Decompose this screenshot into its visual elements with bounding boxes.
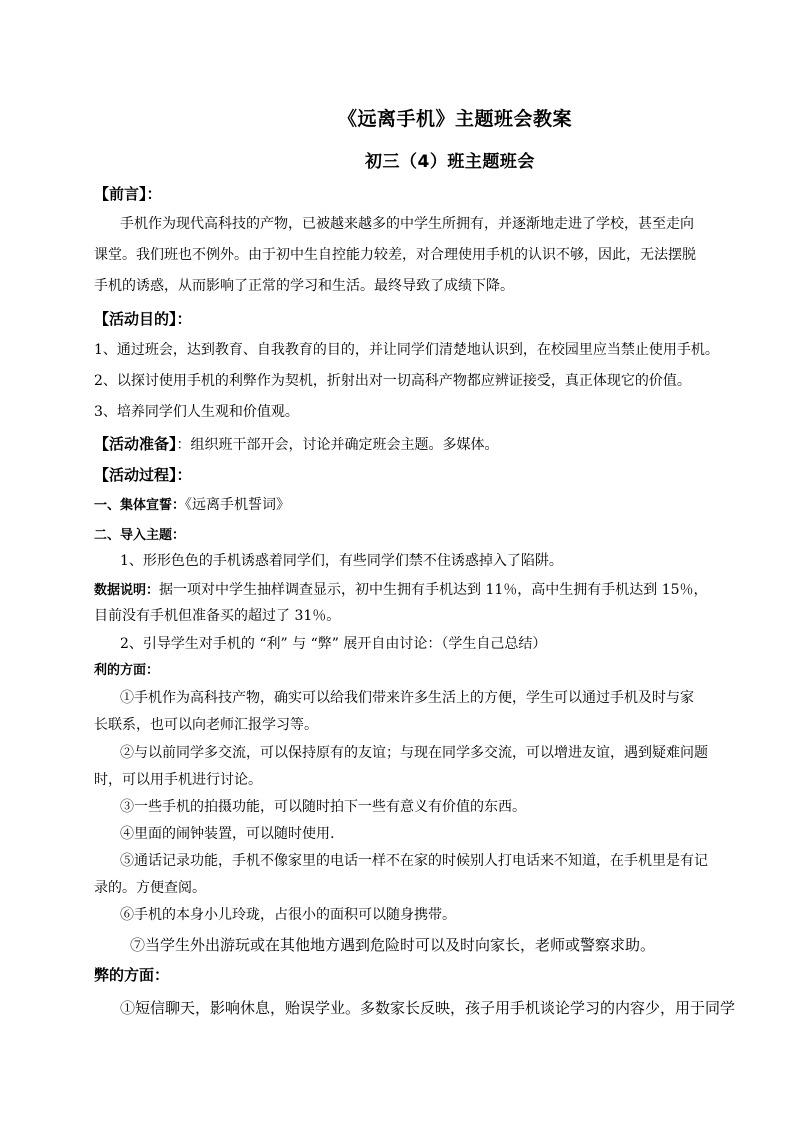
pros-item-1-line-2: 长联系，也可以向老师汇报学习等。: [94, 717, 318, 733]
foreword-line-1: 手机作为现代高科技的产物，已被越来越多的中学生所拥有，并逐渐地走进了学校，甚至走向: [120, 216, 694, 232]
pros-item-2-line-1: ②与以前同学多交流，可以保持原有的友谊；与现在同学多交流，可以增进友谊，遇到疑难问题: [120, 745, 708, 761]
pros-item-3: ③一些手机的拍摄功能，可以随时拍下一些有意义有价值的东西。: [120, 799, 526, 815]
step-1-text: 《远离手机誓词》: [185, 497, 291, 513]
pros-item-1-line-1: ①手机作为高科技产物，确实可以给我们带来许多生活上的方便，学生可以通过手机及时与家: [120, 690, 694, 706]
purpose-item-1: 1、通过班会，达到教育、自我教育的目的，并让同学们清楚地认识到，在校园里应当禁止使用手机。: [94, 342, 719, 358]
data-note-line-1: [94, 582, 708, 599]
purpose-heading: 【活动目的】：: [94, 310, 192, 328]
pros-item-4: ④里面的闹钟装置，可以随时使用.: [120, 826, 335, 842]
page-subtitle: 初三（4）班主题班会: [365, 152, 535, 172]
purpose-item-2: 2、以探讨使用手机的利弊作为契机，折射出对一切高科产物都应辨证接受，真正体现它的价值。: [94, 373, 691, 389]
data-note-text: 据一项对中学生抽样调查显示，初中生拥有手机达到 11％，高中生拥有手机达到 15％，: [159, 582, 708, 598]
data-note-label: 数据说明：: [94, 583, 160, 598]
pros-item-5-line-2: 录的。方便查阅。: [94, 880, 206, 896]
preparation-line: [94, 436, 704, 453]
process-step-1: [94, 497, 704, 514]
cons-heading: 弊的方面：: [94, 966, 170, 984]
cons-item-1-line-1: ①短信聊天，影响休息，贻误学业。多数家长反映，孩子用手机谈论学习的内容少，用于同学: [120, 999, 736, 1017]
purpose-item-3: 3、培养同学们人生观和价值观。: [94, 404, 299, 420]
process-step-2-item-1: 1、形形色色的手机诱惑着同学们，有些同学们禁不住诱惑掉入了陷阱。: [120, 553, 563, 569]
process-step-2-item-2: 2、引导学生对手机的 “利” 与 “弊” 展开自由讨论：（学生自己总结）: [120, 636, 547, 652]
preparation-heading: 【活动准备】: [94, 435, 177, 453]
pros-item-7: ⑦当学生外出游玩或在其他地方遇到危险时可以及时向家长，老师或警察求助。: [130, 936, 656, 954]
foreword-line-2: 课堂。我们班也不例外。由于初中生自控能力较差，对合理使用手机的认识不够，因此，无法摆脱: [94, 247, 696, 263]
page-title: 《远离手机》主题班会教案: [338, 108, 573, 130]
process-heading: 【活动过程】：: [94, 466, 192, 484]
pros-item-2-line-2: 时，可以用手机进行讨论。: [94, 772, 262, 788]
process-step-2-label: 二、导入主题：: [94, 528, 186, 543]
pros-heading: 利的方面：: [94, 663, 160, 678]
pros-item-5-line-1: ⑤通话记录功能，手机不像家里的电话一样不在家的时候别人打电话来不知道，在手机里是有记: [120, 853, 708, 869]
pros-item-6: ⑥手机的本身小儿玲珑，占很小的面积可以随身携带。: [120, 907, 456, 923]
foreword-line-3: 手机的诱惑，从而影响了正常的学习和生活。最终导致了成绩下降。: [94, 278, 514, 294]
step-1-label: 一、集体宣誓：: [94, 498, 186, 513]
foreword-heading: 【前言】：: [94, 185, 162, 203]
data-note-line-2: 目前没有手机但准备买的超过了 31％。: [94, 608, 341, 624]
preparation-text: ：组织班干部开会，讨论并确定班会主题。多媒体。: [176, 437, 499, 453]
